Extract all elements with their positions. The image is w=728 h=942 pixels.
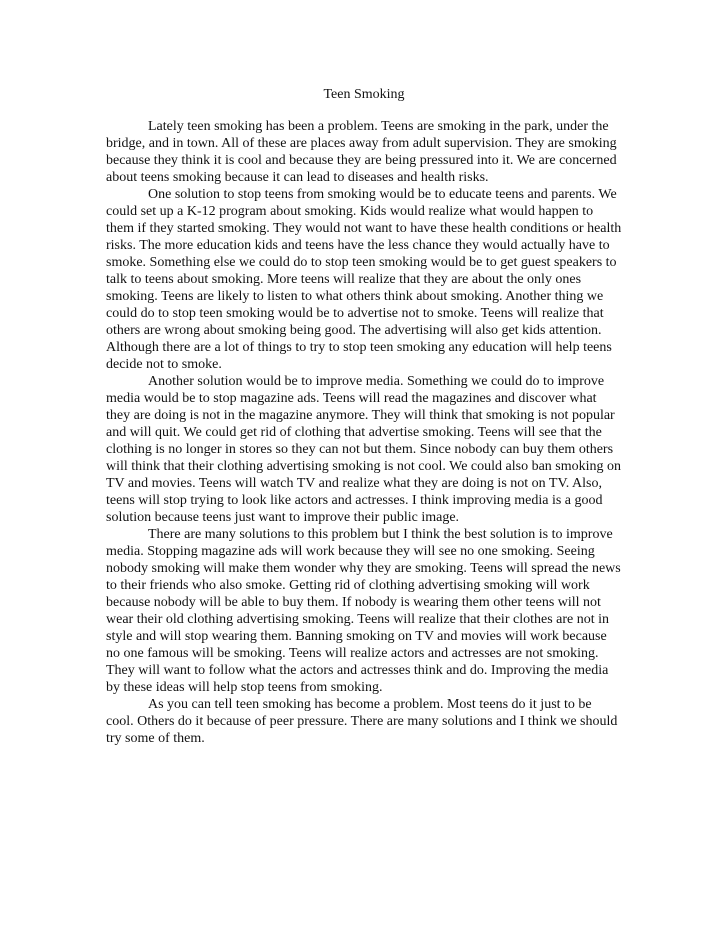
paragraph-media-solution: Another solution would be to improve media. Something we could do to improve media would be to stop magazine ads. Teens will read the magazines and discover what they are doing is not in the magazine anymore. They will think that smoking is not popular and will quit. We could get rid of clothing that advertise smoking. Teens will see that the clothing is no longer in stores so they can not but them. Since nobody can buy them others will think that their clothing advertising smoking is not cool. We could also ban smoking on TV and movies. Teens will watch TV and realize what they are doing is not on TV. Also, teens will stop trying to look like actors and actresses. I think improving media is a good solution because teens just want to improve their public image. [106,374,622,525]
paragraph-best-solution: There are many solutions to this problem but I think the best solution is to improve media. Stopping magazine ads will work because they will see no one smoking. Seeing nobody smoking will make them wonder why they are smoking. Teens will spread the news to their friends who also smoke. Getting rid of clothing advertising smoking will work because nobody will be able to buy them. If nobody is wearing them other teens will not wear their old clothing advertising smoking. Teens will realize that their clothes are not in style and will stop wearing them. Banning smoking on TV and movies will work because no one famous will be smoking. Teens will realize actors and actresses are not smoking. They will want to follow what the actors and actresses think and do. Improving the media by these ideas will help stop teens from smoking. [106,527,621,695]
paragraph-introduction: Lately teen smoking has been a problem. Teens are smoking in the park, under the bridge, and in town. All of these are places away from adult supervision. They are smoking because they think it is cool and because they are being pressured into it. We are concerned about teens smoking because it can lead to diseases and health risks. [106,119,617,185]
document-title: Teen Smoking [323,87,405,102]
paragraph-education-solution: One solution to stop teens from smoking would be to educate teens and parents. We could set up a K-12 program about smoking. Kids would realize what would happen to them if they started smoking. They would not want to have these health conditions or health risks. The more education kids and teens have the less chance they would actually have to smoke. Something else we could do to stop teen smoking would be to get guest speakers to talk to teens about smoking. More teens will realize that they are about the only ones smoking. Teens are likely to listen to what others think about smoking. Another thing we could do to stop teen smoking would be to advertise not to smoke. Teens will realize that others are wrong about smoking being good. The advertising will also get kids attention. Although there are a lot of things to try to stop teen smoking any education will help teens decide not to smoke. [106,187,622,372]
paragraph-conclusion: As you can tell teen smoking has become a problem. Most teens do it just to be cool. Others do it because of peer pressure. There are many solutions and I think we should try some of them. [106,697,618,746]
essay-body [106,118,622,747]
